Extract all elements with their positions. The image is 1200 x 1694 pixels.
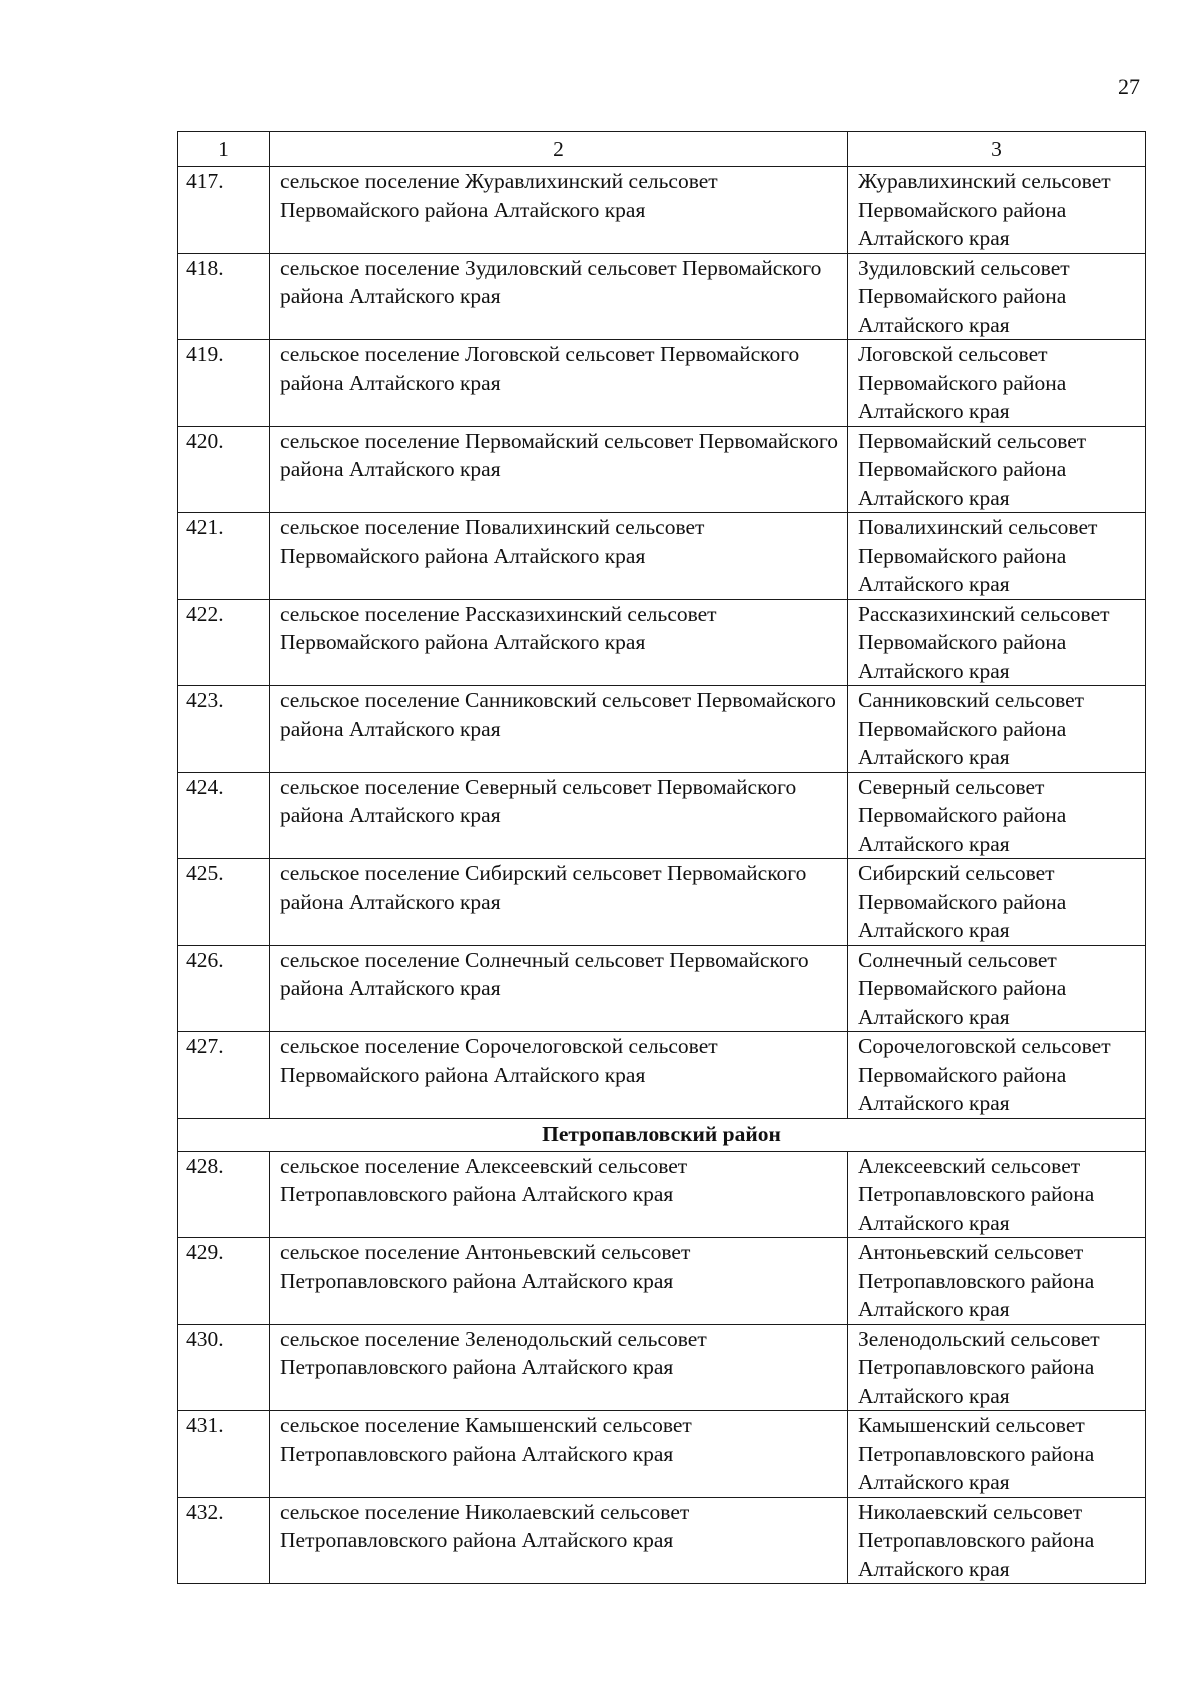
settlement-name: сельское поселение Санниковский сельсовет Первомайского района Алтайского края [270, 686, 848, 773]
row-number: 431. [178, 1411, 270, 1498]
settlement-name: сельское поселение Сорочелоговской сельсовет Первомайского района Алтайского края [270, 1032, 848, 1119]
settlement-name: сельское поселение Зудиловский сельсовет Первомайского района Алтайского края [270, 253, 848, 340]
settlement-name: сельское поселение Повалихинский сельсовет Первомайского района Алтайского края [270, 513, 848, 600]
council-name: Зеленодольский сельсовет Петропавловского района Алтайского края [848, 1324, 1146, 1411]
settlement-name: сельское поселение Логовской сельсовет Первомайского района Алтайского края [270, 340, 848, 427]
council-name: Николаевский сельсовет Петропавловского района Алтайского края [848, 1497, 1146, 1584]
table-row [178, 686, 1146, 773]
section-title: Петропавловский район [178, 1118, 1146, 1151]
row-number: 424. [178, 772, 270, 859]
table-body [178, 132, 1146, 1584]
council-name: Солнечный сельсовет Первомайского района Алтайского края [848, 945, 1146, 1032]
council-name: Сибирский сельсовет Первомайского района Алтайского края [848, 859, 1146, 946]
council-name: Логовской сельсовет Первомайского района Алтайского края [848, 340, 1146, 427]
row-number: 419. [178, 340, 270, 427]
row-number: 432. [178, 1497, 270, 1584]
council-name: Зудиловский сельсовет Первомайского района Алтайского края [848, 253, 1146, 340]
column-header-3: 3 [848, 132, 1146, 167]
settlement-name: сельское поселение Николаевский сельсовет Петропавловского района Алтайского края [270, 1497, 848, 1584]
council-name: Камышенский сельсовет Петропавловского района Алтайского края [848, 1411, 1146, 1498]
council-name: Антоньевский сельсовет Петропавловского района Алтайского края [848, 1238, 1146, 1325]
row-number: 428. [178, 1151, 270, 1238]
settlement-name: сельское поселение Зеленодольский сельсовет Петропавловского района Алтайского края [270, 1324, 848, 1411]
row-number: 429. [178, 1238, 270, 1325]
column-header-1: 1 [178, 132, 270, 167]
row-number: 427. [178, 1032, 270, 1119]
table-row [178, 1151, 1146, 1238]
row-number: 430. [178, 1324, 270, 1411]
row-number: 426. [178, 945, 270, 1032]
table-row [178, 340, 1146, 427]
settlements-table [177, 131, 1146, 1584]
council-name: Сорочелоговской сельсовет Первомайского района Алтайского края [848, 1032, 1146, 1119]
table-row [178, 859, 1146, 946]
table-row [178, 253, 1146, 340]
table-row [178, 1238, 1146, 1325]
settlement-name: сельское поселение Камышенский сельсовет Петропавловского района Алтайского края [270, 1411, 848, 1498]
council-name: Первомайский сельсовет Первомайского района Алтайского края [848, 426, 1146, 513]
council-name: Рассказихинский сельсовет Первомайского района Алтайского края [848, 599, 1146, 686]
table-row [178, 167, 1146, 254]
section-header-row [178, 1118, 1146, 1151]
council-name: Журавлихинский сельсовет Первомайского района Алтайского края [848, 167, 1146, 254]
row-number: 418. [178, 253, 270, 340]
settlement-name: сельское поселение Сибирский сельсовет Первомайского района Алтайского края [270, 859, 848, 946]
council-name: Северный сельсовет Первомайского района Алтайского края [848, 772, 1146, 859]
table-row [178, 1324, 1146, 1411]
table-row [178, 772, 1146, 859]
council-name: Повалихинский сельсовет Первомайского района Алтайского края [848, 513, 1146, 600]
settlement-name: сельское поселение Антоньевский сельсовет Петропавловского района Алтайского края [270, 1238, 848, 1325]
table-row [178, 513, 1146, 600]
settlement-name: сельское поселение Северный сельсовет Первомайского района Алтайского края [270, 772, 848, 859]
row-number: 417. [178, 167, 270, 254]
row-number: 420. [178, 426, 270, 513]
page-number: 27 [1118, 74, 1140, 99]
column-header-2: 2 [270, 132, 848, 167]
settlement-name: сельское поселение Солнечный сельсовет Первомайского района Алтайского края [270, 945, 848, 1032]
row-number: 422. [178, 599, 270, 686]
table-header-row [178, 132, 1146, 167]
council-name: Алексеевский сельсовет Петропавловского района Алтайского края [848, 1151, 1146, 1238]
table-row [178, 1411, 1146, 1498]
settlement-name: сельское поселение Журавлихинский сельсовет Первомайского района Алтайского края [270, 167, 848, 254]
council-name: Санниковский сельсовет Первомайского района Алтайского края [848, 686, 1146, 773]
row-number: 423. [178, 686, 270, 773]
table-row [178, 1497, 1146, 1584]
settlement-name: сельское поселение Первомайский сельсовет Первомайского района Алтайского края [270, 426, 848, 513]
row-number: 425. [178, 859, 270, 946]
table-row [178, 599, 1146, 686]
table-row [178, 426, 1146, 513]
row-number: 421. [178, 513, 270, 600]
settlement-name: сельское поселение Алексеевский сельсовет Петропавловского района Алтайского края [270, 1151, 848, 1238]
settlement-name: сельское поселение Рассказихинский сельсовет Первомайского района Алтайского края [270, 599, 848, 686]
table-row [178, 945, 1146, 1032]
table-row [178, 1032, 1146, 1119]
